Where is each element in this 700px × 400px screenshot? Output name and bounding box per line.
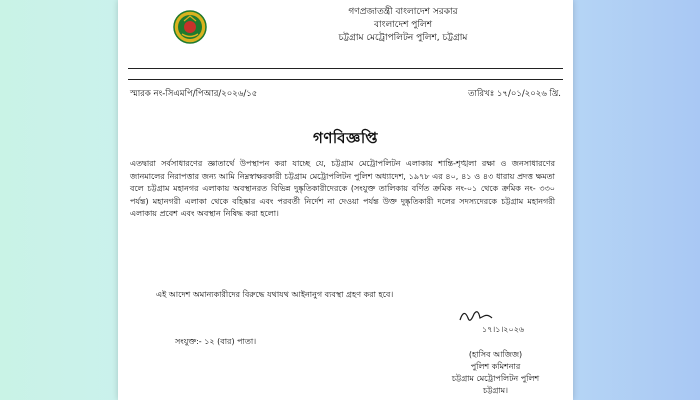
header-office: চট্টগ্রাম মেট্রোপলিটন পুলিশ, চট্টগ্রাম — [338, 33, 468, 43]
header-police: বাংলাদেশ পুলিশ — [373, 20, 433, 30]
notice-body-paragraph: এতদ্বারা সর্বসাধারণের জ্ঞাতার্থে উপস্থাপন করা যাচ্ছে যে, চট্টগ্রাম মেট্রোপলিটন এলাকায় শান্তি-শৃঙ্খলা রক্ষা ও জনসাধারণের জানমালের নিরাপত্তার জন্য আমি নিম্নস্বাক্ষরকারী চট্টগ্রাম মেট্রোপলিটন পুলিশ অধ্যাদেশ, ১৯৭৮ এর ৪০, ৪১ ও ৪৩ ধারায় প্রদত্ত ক্ষমতা বলে চট্টগ্রাম মহানগর এলাকায় অবস্থানরত বিভিন্ন দুষ্কৃতিকারীদেরকে (সংযুক্ত তালিকায় বর্ণিত ক্রমিক নং-০১ থেকে ক্রমিক নং- ৩৩০ পর্যন্ত) মহানগরী এলাকা থেকে বহিষ্কার এবং পরবর্তী নির্দেশ না দেওয়া পর্যন্ত উক্ত দুষ্কৃতিকারী দলের সদস্যদেরকে চট্টগ্রাম মহানগরী এলাকায় প্রবেশ এবং অবস্থান নিষিদ্ধ করা হলো। — [130, 159, 555, 218]
warning-line: এই আদেশ অমান্যকারীদের বিরুদ্ধে যথাযথ আইনানুগ ব্যবস্থা গ্রহণ করা হবে। — [156, 290, 394, 299]
signature-date: ১৭।১।২০২৬ — [482, 325, 525, 334]
police-emblem-icon — [173, 10, 207, 44]
signature-scrawl-icon — [458, 306, 548, 336]
header-divider-thin — [128, 79, 563, 80]
notice-date: তারিখঃ ১৭/০১/২০২৬ খ্রি. — [468, 89, 561, 99]
header-divider — [128, 68, 563, 69]
header-government: গণপ্রজাতন্ত্রী বাংলাদেশ সরকার — [348, 7, 458, 17]
signer-office: চট্টগ্রাম মেট্রোপলিটন পুলিশ — [451, 374, 540, 383]
signer-name: (হাসিব আজিজ) — [468, 350, 523, 359]
memo-number: স্মারক নং-সিএমপি/পিআর/২০২৬/১৫ — [130, 89, 258, 99]
notice-document — [118, 0, 573, 400]
signer-designation: পুলিশ কমিশনার — [470, 362, 521, 371]
signature — [458, 306, 548, 336]
signer-city: চট্টগ্রাম। — [483, 386, 508, 395]
enclosure-note: সংযুক্ত:- ১২ (বার) পাতা। — [175, 337, 257, 346]
notice-title: গণবিজ্ঞপ্তি — [312, 129, 379, 147]
